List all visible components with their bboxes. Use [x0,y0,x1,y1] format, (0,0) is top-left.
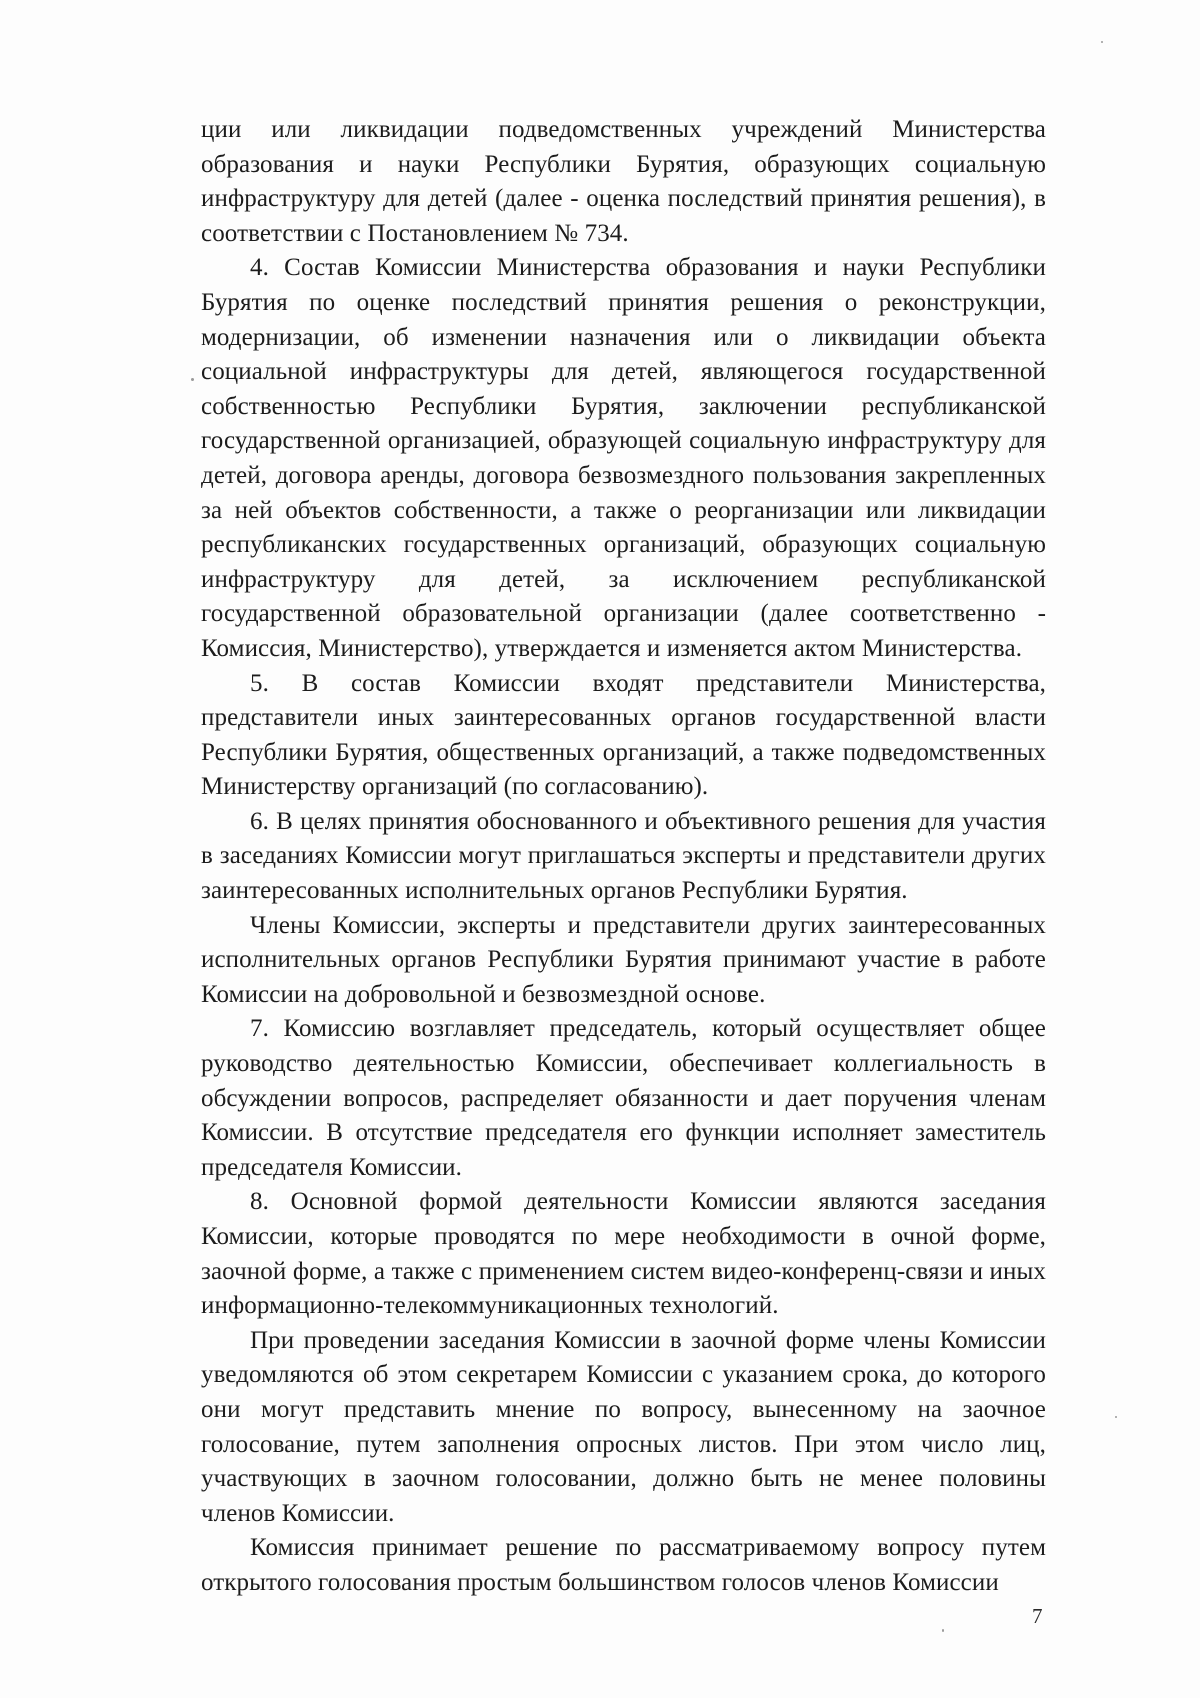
scan-speck [1101,41,1103,43]
page-number: 7 [1032,1604,1043,1628]
paragraph-item-8: 8. Основной формой деятельности Комиссии являются заседания Комиссии, которые проводятся по мере необходимости в очной форме, заочной форме, а также с применением систем видео-конференц-связи и иных информационно-телекоммуникационных технологий. [201,1188,1046,1320]
paragraph-item-5: 5. В состав Комиссии входят представители Министерства, представители иных заинтересованных органов государственной власти Республики Бурятия, общественных организаций, а также подведомственных Министерству организаций (по согласованию). [201,669,1046,801]
scan-speck [191,378,194,381]
scan-speck [942,1629,944,1632]
paragraph-item-6-members: Члены Комиссии, эксперты и представители других заинтересованных исполнительных органов Республики Бурятия принимают участие в работе Комиссии на добровольной и безвозмездной основе. [201,911,1046,1008]
document-body [201,113,1046,1601]
paragraph-item-7: 7. Комиссию возглавляет председатель, который осуществляет общее руководство деятельностью Комиссии, обеспечивает коллегиальность в обсуждении вопросов, распределяет обязанности и дает поручения членам Комиссии. В отсутствие председателя его функции исполняет заместитель председателя Комиссии. [201,1015,1046,1181]
paragraph-item-4: 4. Состав Комиссии Министерства образования и науки Республики Бурятия по оценке последствий принятия решения о реконструкции, модернизации, об изменении назначения или о ликвидации объекта социальной инфраструктуры для детей, являющегося государственной собственностью Республики Бурятия, заключении республиканской государственной организацией, образующей социальную инфраструктуру для детей, договора аренды, договора безвозмездного пользования закрепленных за ней объектов собственности, а также о реорганизации или ликвидации республиканских государственных организаций, образующих социальную инфраструктуру для детей, за исключением республиканской государственной образовательной организации (далее соответственно - Комиссия, Министерство), утверждается и изменяется актом Министерства. [201,254,1046,662]
paragraph-item-8-decision: Комиссия принимает решение по рассматриваемому вопросу путем открытого голосования простым большинством голосов членов Комиссии [201,1534,1046,1596]
paragraph-item-6: 6. В целях принятия обоснованного и объективного решения для участия в заседаниях Комиссии могут приглашаться эксперты и представители других заинтересованных исполнительных органов Республики Бурятия. [201,807,1046,905]
paragraph-item-8-absentee: При проведении заседания Комиссии в заочной форме члены Комиссии уведомляются об этом секретарем Комиссии с указанием срока, до которого они могут представить мнение по вопросу, вынесенному на заочное голосование, путем заполнения опросных листов. При этом число лиц, участвующих в заочном голосовании, должно быть не менее половины членов Комиссии. [201,1326,1046,1527]
scan-speck [1115,1416,1117,1418]
paragraph-continuation: ции или ликвидации подведомственных учреждений Министерства образования и науки Республики Бурятия, образующих социальную инфраструктуру для детей (далее - оценка последствий принятия решения), в соответствии с Постановлением № 734. [201,116,1046,247]
